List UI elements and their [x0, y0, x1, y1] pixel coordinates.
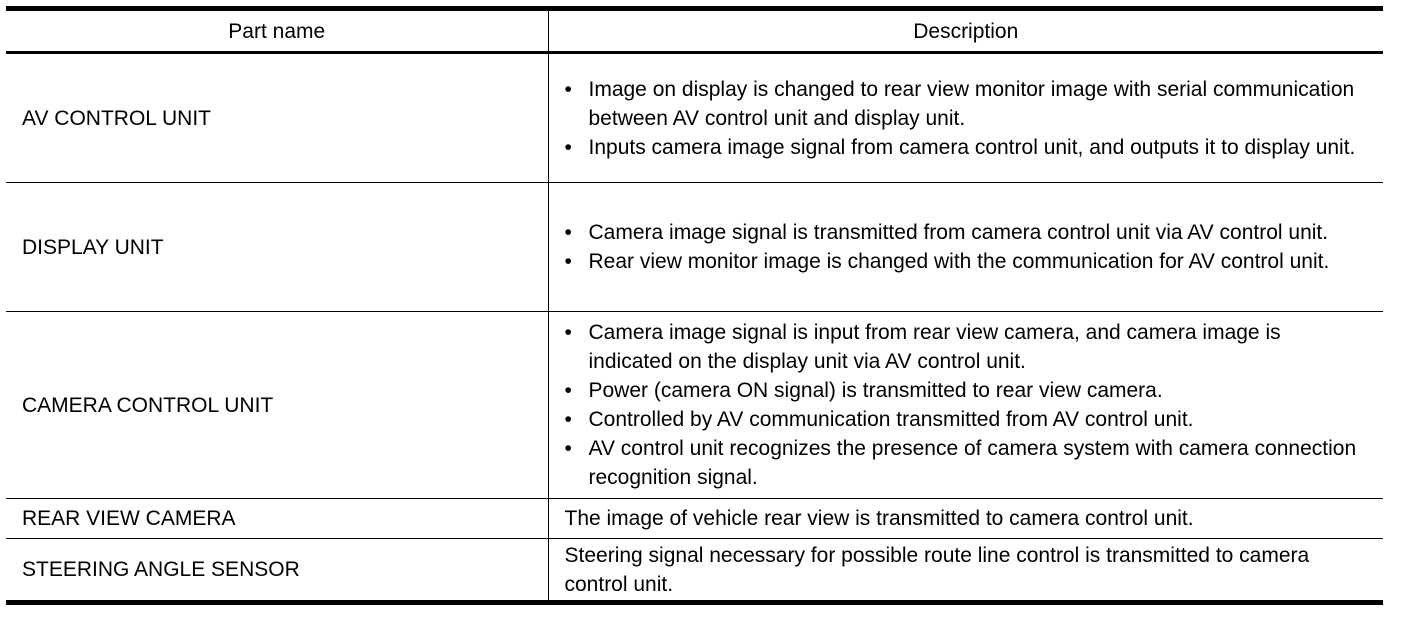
- bullet-text: Camera image signal is input from rear view camera, and camera image is indicated on the display unit via AV control unit.: [588, 321, 1281, 373]
- bullet-text: Inputs camera image signal from camera control unit, and outputs it to display unit.: [588, 135, 1356, 159]
- part-name-cell: DISPLAY UNIT: [6, 183, 548, 312]
- description-bullet-list: [565, 218, 1370, 276]
- bullet-item: [565, 247, 1370, 276]
- bullet-icon: •: [564, 77, 572, 101]
- bullet-icon: •: [564, 250, 572, 273]
- table-row-display-unit: [6, 183, 1383, 312]
- bullet-icon: •: [564, 379, 572, 402]
- table-row-av-control-unit: [6, 53, 1383, 183]
- description-cell: Steering signal necessary for possible route line control is transmitted to camera control unit.: [548, 539, 1383, 603]
- bullet-icon: •: [564, 321, 572, 344]
- bullet-item: [565, 218, 1370, 247]
- part-name-column-header: Part name: [6, 9, 548, 53]
- bullet-item: [565, 318, 1370, 376]
- table-row-rear-view-camera: [6, 499, 1383, 539]
- description-cell: [548, 53, 1383, 183]
- description-cell: [548, 183, 1383, 312]
- description-column-header: Description: [548, 9, 1383, 53]
- description-cell: [548, 312, 1383, 499]
- bullet-item: [565, 133, 1370, 162]
- bullet-text: Rear view monitor image is changed with the communication for AV control unit.: [588, 250, 1330, 273]
- part-name-cell: STEERING ANGLE SENSOR: [6, 539, 548, 603]
- bullet-item: [565, 405, 1370, 434]
- bullet-text: Power (camera ON signal) is transmitted to rear view camera.: [588, 379, 1163, 402]
- part-name-cell: AV CONTROL UNIT: [6, 53, 548, 183]
- bullet-icon: •: [564, 135, 572, 159]
- description-bullet-list: [565, 318, 1370, 492]
- bullet-text: Image on display is changed to rear view monitor image with serial communication between AV control unit and display unit.: [588, 77, 1355, 130]
- parts-description-table: [6, 6, 1383, 605]
- bullet-item: [565, 376, 1370, 405]
- bullet-text: Controlled by AV communication transmitted from AV control unit.: [588, 408, 1194, 431]
- table-row-steering-angle-sensor: [6, 539, 1383, 603]
- bullet-icon: •: [564, 408, 572, 431]
- description-cell: The image of vehicle rear view is transmitted to camera control unit.: [548, 499, 1383, 539]
- bullet-icon: •: [564, 437, 572, 460]
- bullet-item: [565, 75, 1370, 133]
- part-name-cell: REAR VIEW CAMERA: [6, 499, 548, 539]
- table-row-camera-control-unit: [6, 312, 1383, 499]
- bullet-text: AV control unit recognizes the presence of camera system with camera connection recognition signal.: [588, 437, 1357, 489]
- part-name-cell: CAMERA CONTROL UNIT: [6, 312, 548, 499]
- table-header-row: [6, 9, 1383, 53]
- bullet-text: Camera image signal is transmitted from camera control unit via AV control unit.: [588, 221, 1329, 244]
- description-bullet-list: [565, 75, 1370, 162]
- bullet-icon: •: [564, 221, 572, 244]
- bullet-item: [565, 434, 1370, 492]
